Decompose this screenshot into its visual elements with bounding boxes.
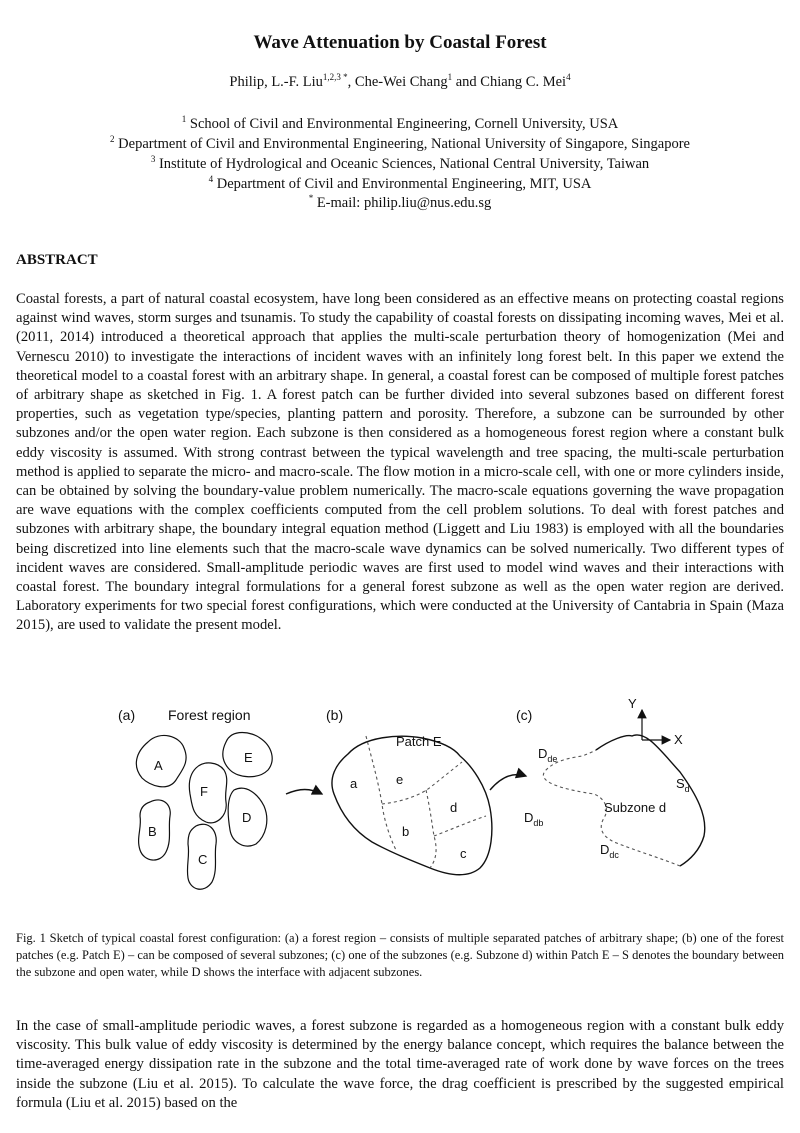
patch-f-shape xyxy=(189,763,226,823)
author-3: and Chiang C. Mei xyxy=(452,74,567,90)
author-3-affiliation-mark: 4 xyxy=(566,72,571,83)
author-1-affiliation-mark: 1,2,3 * xyxy=(322,72,348,83)
author-1: Philip, L.-F. Liu xyxy=(229,74,323,90)
abstract-paragraph: Coastal forests, a part of natural coastal ecosystem, have long been considered as an effective means on protecting coastal regions against wind waves, storm surges and tsunamis. To study the capability of coastal forests on dissipating incoming waves, Mei et al. (2011, 2014) introduced a theoretical approach that applies the multi-scale perturbation theory of homogenization (Mei and Vernescu 2010) to investigate the interactions of incident waves with an infinitely long forest belt. In this paper we extend the theoretical model to a coastal forest with an arbitrary shape. In general, a coastal forest can be composed of multiple forest patches of arbitrary shape as sketched in Fig. 1. A forest patch can be further divided into several subzones based on different forest properties, such as vegetation type/species, planting pattern and porosity. Therefore, a subzone can be surrounded by other subzones and/or the open water region. Each subzone is then considered as a homogeneous forest region where a constant bulk eddy viscosity is assumed. With strong contrast between the typical wavelength and tree spacing, the multi-scale perturbation method is applied to separate the micro- and macro-scale. The flow motion in a micro-scale cell, with one or more cylinders inside, can be obtained by solving the boundary-value problem numerically. The macro-scale equations governing the wave propagation are wave equations with the complex coefficients computed from the cell problem solutions. To deal with forest patches and subzones with arbitrary shape, the boundary integral equation method (Liggett and Liu 1983) is employed with all the boundaries being discretized into line elements such that the macro-scale wave dynamics can be solved numerically. Two different types of incident waves are considered. Small-amplitude periodic waves are first used to model wind waves and their interactions with coastal forest. The boundary integral formulations for a general forest subzone as well as the open water region are derived. Laboratory experiments for two special forest configurations, which were conducted at the University of Cantabria in Spain (Maza 2015), are used to validate the present model. xyxy=(16,291,784,634)
figure-1 xyxy=(100,690,720,910)
affiliation-mark: 4 xyxy=(208,174,214,185)
d-dc-label xyxy=(600,842,619,860)
d-db-label xyxy=(524,810,543,828)
patch-b-label: B xyxy=(148,824,157,839)
subzone-b-label: b xyxy=(402,824,410,839)
arrow-a-to-b xyxy=(286,790,322,795)
subzone-a-label: a xyxy=(350,776,358,791)
d-symbol: D xyxy=(524,810,534,825)
d-symbol: D xyxy=(538,746,548,761)
patch-f-label: F xyxy=(200,784,208,799)
d-db-subscript: db xyxy=(533,818,544,828)
subzone-boundary-3 xyxy=(426,790,436,868)
arrow-b-to-c xyxy=(490,775,526,790)
affiliation-mark: 2 xyxy=(110,134,115,145)
subzone-boundary-4 xyxy=(434,816,486,836)
y-axis-label: Y xyxy=(628,696,637,711)
author-2-affiliation-mark: 1 xyxy=(447,72,453,83)
subzone-d-label: d xyxy=(450,800,458,815)
s-d-label xyxy=(676,776,690,794)
patch-d-label: D xyxy=(242,810,252,825)
panel-c-label: (c) xyxy=(516,707,533,723)
subzone-boundary-1 xyxy=(366,736,396,850)
affiliation xyxy=(0,114,800,134)
affiliation-mark: 3 xyxy=(150,154,156,165)
subzone-e-label: e xyxy=(396,772,404,787)
affiliation xyxy=(0,134,800,154)
email-text: E-mail: philip.liu@nus.edu.sg xyxy=(316,195,492,211)
s-symbol: S xyxy=(676,776,685,791)
affiliation-text: School of Civil and Environmental Engineering, Cornell University, USA xyxy=(189,116,619,132)
d-de-subscript: de xyxy=(547,754,558,764)
patch-e-title: Patch E xyxy=(396,734,442,749)
email-line xyxy=(0,193,800,213)
affiliation-text: Department of Civil and Environmental Engineering, National University of Singapore, Singapore xyxy=(118,136,690,152)
affiliation-mark: * xyxy=(308,193,314,204)
patch-c-label: C xyxy=(198,852,208,867)
patch-e-label: E xyxy=(244,750,253,765)
abstract-heading: ABSTRACT xyxy=(16,252,98,268)
subzone-d-title: Subzone d xyxy=(604,800,667,815)
s-subscript: d xyxy=(684,784,690,794)
subzone-c-label: c xyxy=(460,846,467,861)
affiliation-mark: 1 xyxy=(181,114,187,125)
panel-b-label: (b) xyxy=(326,707,344,723)
figure-caption: Fig. 1 Sketch of typical coastal forest configuration: (a) a forest region – consists of multiple separated patches of arbitrary shape; (b) one of the forest patches (e.g. Patch E) – can be composed of several subzones; (c) one of the subzones (e.g. Subzone d) within Patch E – S denotes the boundary between the subzone and open water, while D shows the interface with adjacent subzones. xyxy=(16,931,784,979)
paper-title: Wave Attenuation by Coastal Forest xyxy=(253,32,547,53)
patch-a-label: A xyxy=(154,758,163,773)
affiliation xyxy=(0,154,800,174)
body-paragraph: In the case of small-amplitude periodic waves, a forest subzone is regarded as a homogeneous region with a constant bulk eddy viscosity. This bulk value of eddy viscosity is determined by the energy balance concept, which requires the balance between the time-averaged energy dissipation rate in the subzone and the total time-averaged rate of work done by wave forces on the trees inside the subzone (Liu et al. 2015). To calculate the wave force, the drag coefficient is prescribed by the suggested empirical formula (Liu et al. 2015) based on the xyxy=(16,1018,784,1111)
affiliation-text: Institute of Hydrological and Oceanic Sciences, National Central University, Taiwan xyxy=(158,156,650,172)
subzone-boundary-2 xyxy=(382,762,462,804)
author-line xyxy=(0,74,800,91)
d-symbol: D xyxy=(600,842,610,857)
affiliation-text: Department of Civil and Environmental Engineering, MIT, USA xyxy=(216,176,592,192)
affiliation xyxy=(0,174,800,194)
author-2: , Che-Wei Chang xyxy=(347,74,448,90)
patch-e-outline xyxy=(332,736,492,875)
x-axis-label: X xyxy=(674,732,683,747)
forest-region-label: Forest region xyxy=(168,707,251,723)
panel-a-label: (a) xyxy=(118,707,136,723)
d-de-label xyxy=(538,746,557,764)
d-dc-subscript: dc xyxy=(609,850,619,860)
